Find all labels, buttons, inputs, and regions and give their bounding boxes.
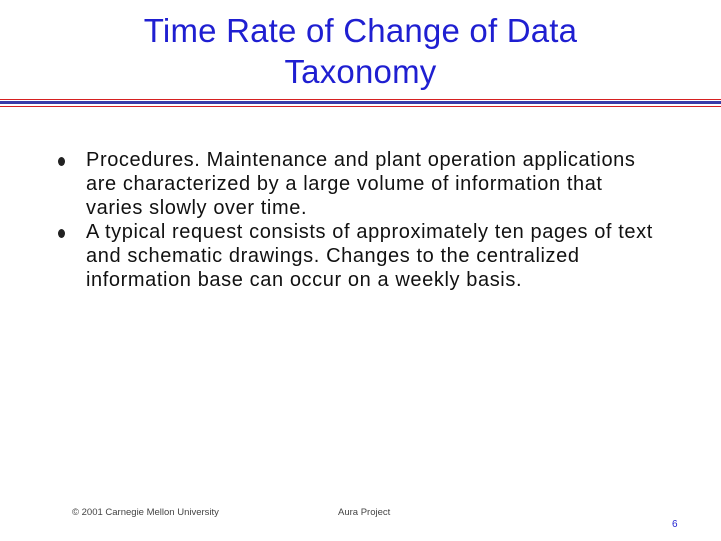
title-rule-top bbox=[0, 99, 721, 100]
page-number: 6 bbox=[672, 519, 678, 530]
title-rule-bottom bbox=[0, 106, 721, 107]
footer-project: Aura Project bbox=[338, 507, 391, 518]
slide-title bbox=[0, 10, 721, 92]
slide-title-line-1: Time Rate of Change of Data bbox=[143, 12, 578, 49]
bullet-list bbox=[58, 148, 658, 292]
title-rule-middle bbox=[0, 101, 721, 104]
bullet-text: A typical request consists of approximately ten pages of text and schematic drawings. Changes to the centralized information base can occur on a weekly basis. bbox=[86, 221, 653, 291]
bullet-dot-icon bbox=[58, 229, 65, 238]
bullet-dot-icon bbox=[58, 157, 65, 166]
bullet-text: Procedures. Maintenance and plant operation applications are characterized by a large volume of information that varies slowly over time. bbox=[86, 149, 636, 219]
slide-title-line-2: Taxonomy bbox=[284, 53, 437, 90]
bullet-item bbox=[58, 148, 658, 220]
bullet-item bbox=[58, 220, 658, 292]
footer-copyright: © 2001 Carnegie Mellon University bbox=[72, 507, 219, 518]
